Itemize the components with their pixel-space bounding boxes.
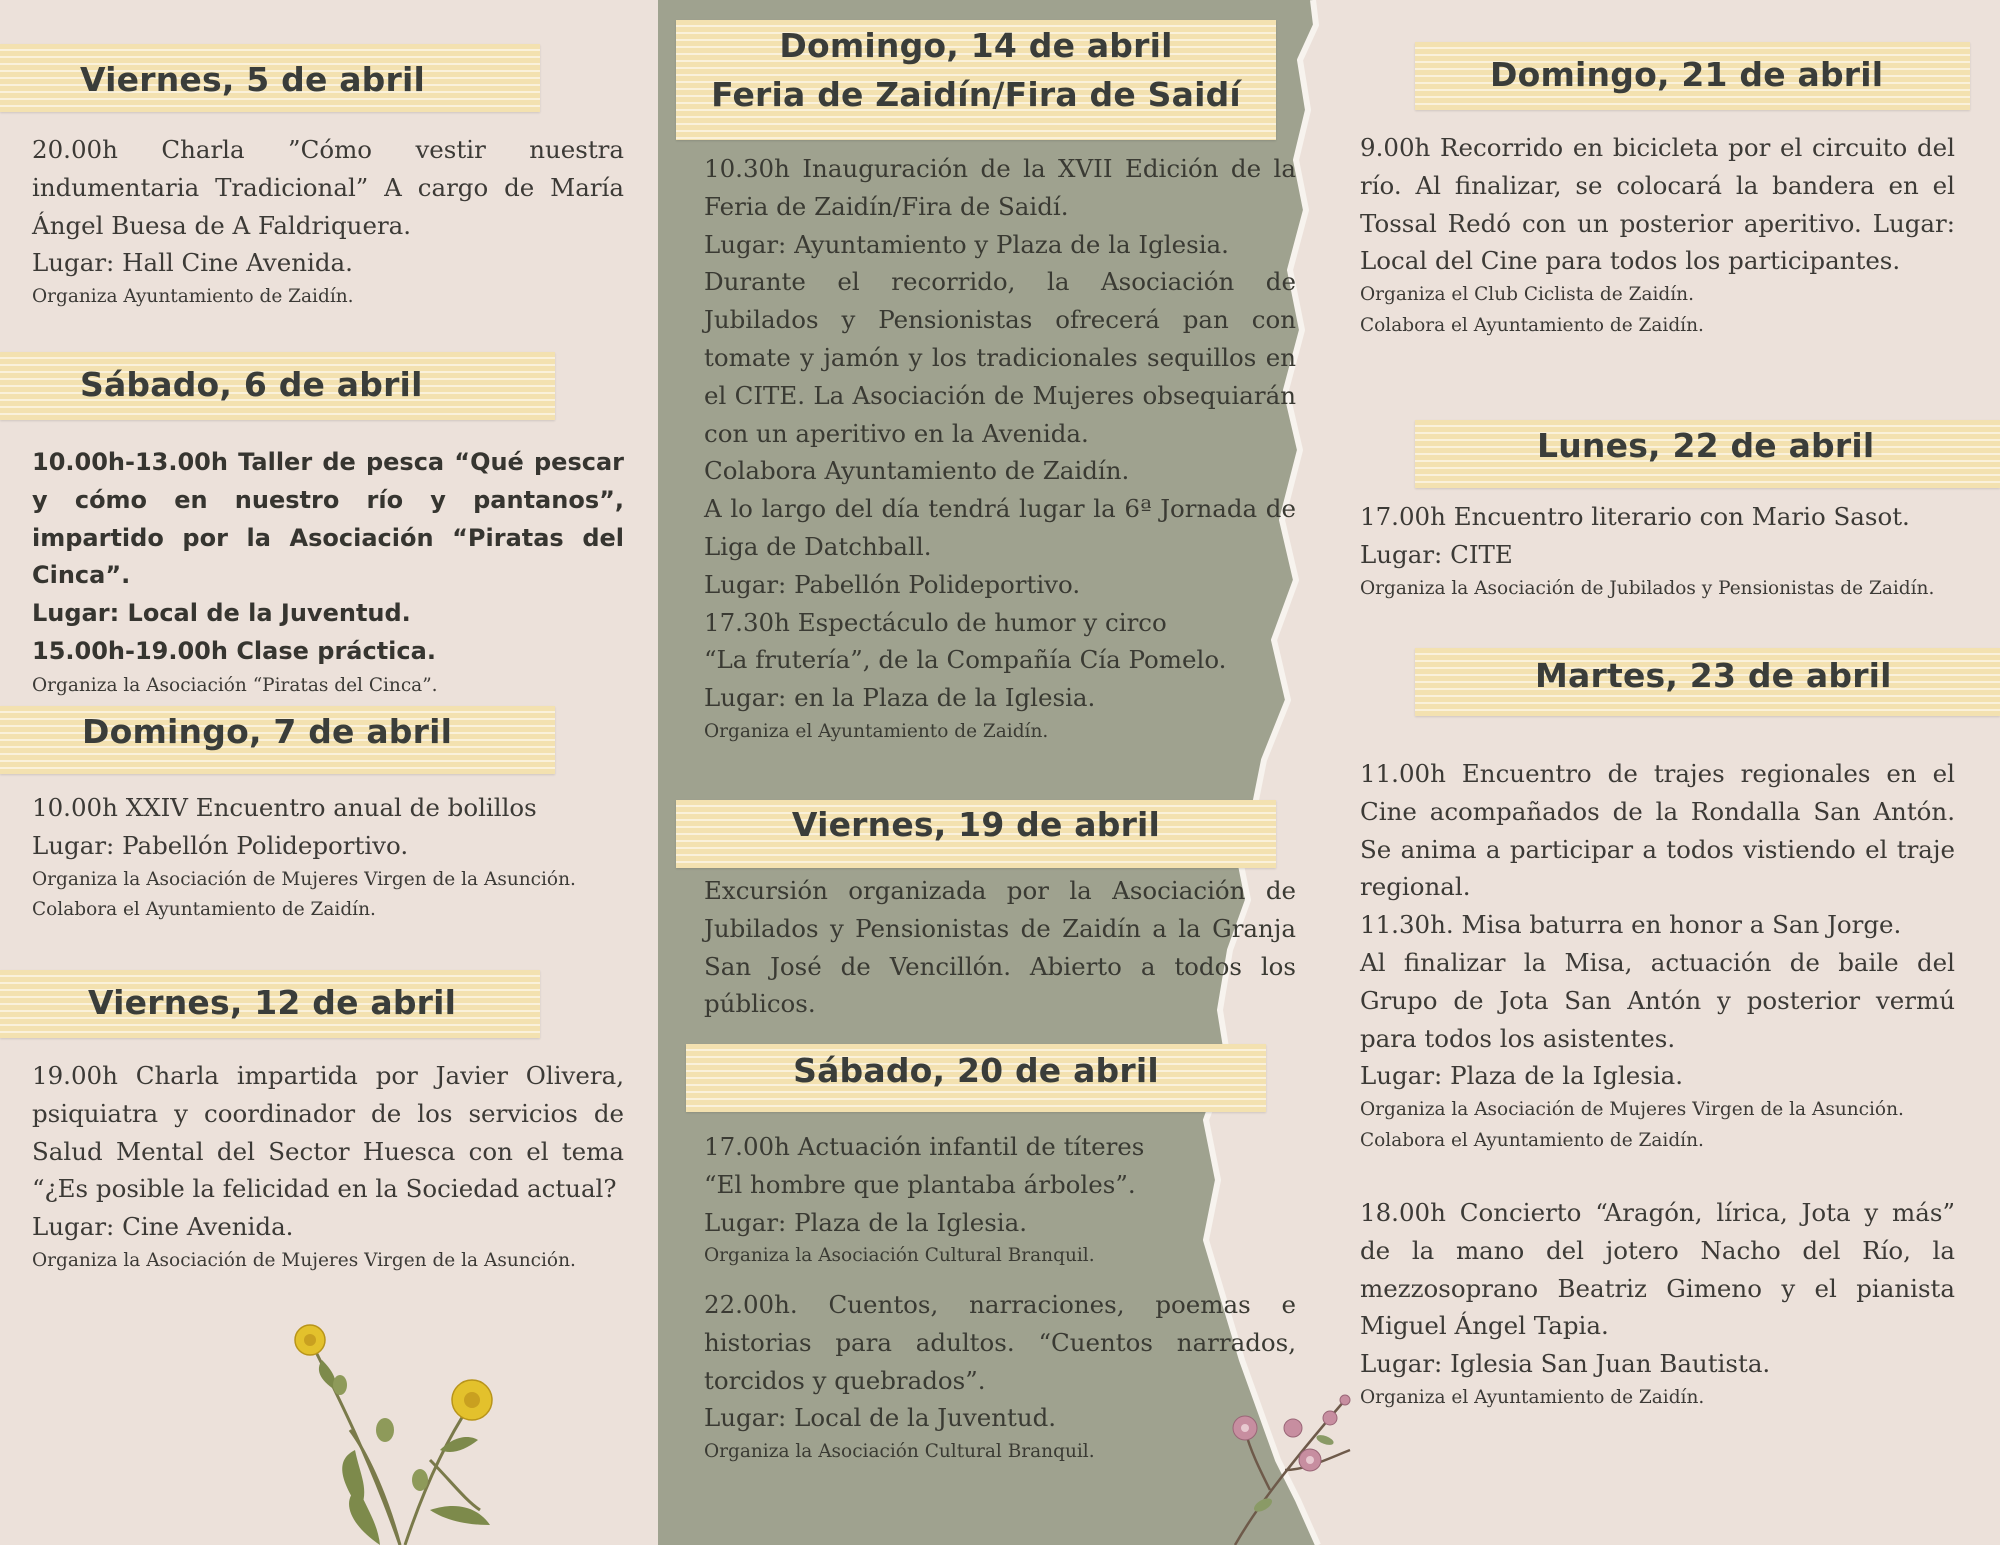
- event-collaborator: Colabora el Ayuntamiento de Zaidín.: [1360, 1129, 1704, 1151]
- event-collaborator: Colabora Ayuntamiento de Zaidín.: [704, 456, 1130, 486]
- event-heading: Sábado, 6 de abril: [80, 365, 423, 404]
- event-location: Lugar: Local de la Juventud.: [32, 599, 411, 628]
- event-text: 15.00h-19.00h Clase práctica.: [32, 636, 436, 665]
- pink-blossom-illustration: [1215, 1370, 1365, 1545]
- event-subheading: Feria de Zaidín/Fira de Saidí: [711, 75, 1241, 114]
- event-organizer: Organiza la Asociación Cultural Branquil.: [704, 1245, 1095, 1267]
- event-heading: Sábado, 20 de abril: [793, 1051, 1159, 1090]
- event-heading: Lunes, 22 de abril: [1537, 426, 1875, 465]
- event-location: Lugar: Plaza de la Iglesia.: [1360, 1061, 1684, 1091]
- event-description-2: [1360, 1194, 1955, 1413]
- event-location: Lugar: Hall Cine Avenida.: [32, 248, 353, 278]
- column-middle: [658, 0, 1308, 1545]
- event-text: “La frutería”, de la Compañía Cía Pomelo.: [704, 645, 1227, 675]
- event-text: 11.30h. Misa baturra en honor a San Jorge.: [1360, 910, 1902, 940]
- event-description: [32, 1057, 624, 1276]
- event-collaborator: Colabora el Ayuntamiento de Zaidín.: [32, 899, 376, 921]
- event-heading: Domingo, 21 de abril: [1490, 55, 1884, 94]
- event-text: 9.00h Recorrido en bicicleta por el circuito del río. Al finalizar, se colocará la bandera en el Tossal Redó con un posterior aperitivo. Lugar: Local del Cine para todos los participantes.: [1360, 133, 1955, 276]
- column-right: [1345, 0, 2000, 1545]
- event-description: [1360, 755, 1955, 1156]
- event-text: 10.00h XXIV Encuentro anual de bolillos: [32, 793, 537, 822]
- event-text: “El hombre que plantaba árboles”.: [704, 1169, 1136, 1199]
- event-text: Durante el recorrido, la Asociación de Jubilados y Pensionistas ofrecerá pan con tomate y jamón y los tradicionales sequillos en el CITE. La Asociación de Mujeres obsequiarán con un aperitivo en la Avenida.: [704, 267, 1296, 448]
- event-description: [1360, 498, 1980, 604]
- event-organizer: Organiza el Ayuntamiento de Zaidín.: [1360, 1386, 1705, 1408]
- event-text: A lo largo del día tendrá lugar la 6ª Jornada de Liga de Datchball.: [704, 494, 1296, 561]
- event-location: Lugar: Pabellón Polideportivo.: [32, 830, 409, 860]
- event-text: 18.00h Concierto “Aragón, lírica, Jota y más” de la mano del jotero Nacho del Río, la mezzosoprano Beatriz Gimeno y el pianista Miguel Ángel Tapia.: [1360, 1198, 1955, 1341]
- event-text: 11.00h Encuentro de trajes regionales en el Cine acompañados de la Rondalla San Antón. Se anima a participar a todos vistiendo el traje regional.: [1360, 759, 1955, 902]
- event-organizer: Organiza la Asociación de Mujeres Virgen de la Asunción.: [32, 1249, 576, 1271]
- event-text: 17.00h Actuación infantil de títeres: [704, 1132, 1145, 1161]
- event-organizer: Organiza la Asociación de Mujeres Virgen de la Asunción.: [32, 868, 576, 890]
- event-description: [704, 1128, 1296, 1272]
- event-description: [32, 131, 624, 313]
- event-description-2: [704, 1286, 1296, 1468]
- event-location: Lugar: Pabellón Polideportivo.: [704, 569, 1081, 599]
- event-location: Lugar: Local de la Juventud.: [704, 1403, 1057, 1433]
- event-heading: Viernes, 5 de abril: [80, 60, 425, 99]
- event-text: 22.00h. Cuentos, narraciones, poemas e historias para adultos. “Cuentos narrados, torcidos y quebrados”.: [704, 1290, 1296, 1395]
- event-location: Lugar: Cine Avenida.: [32, 1212, 294, 1242]
- event-description: [32, 444, 624, 701]
- event-organizer: Organiza el Club Ciclista de Zaidín.: [1360, 284, 1694, 306]
- event-organizer: Organiza Ayuntamiento de Zaidín.: [32, 286, 354, 308]
- event-text: 17.00h Encuentro literario con Mario Sasot.: [1360, 502, 1910, 531]
- event-text: 19.00h Charla impartida por Javier Olivera, psiquiatra y coordinador de los servicios de Salud Mental del Sector Huesca con el tema “¿Es posible la felicidad en la Sociedad actual?: [32, 1061, 624, 1204]
- event-location: Lugar: Ayuntamiento y Plaza de la Iglesia.: [704, 229, 1229, 259]
- event-text: 17.30h Espectáculo de humor y circo: [704, 607, 1167, 637]
- event-location: Lugar: CITE: [1360, 539, 1513, 569]
- event-description: [32, 789, 642, 926]
- event-location: Lugar: Plaza de la Iglesia.: [704, 1207, 1028, 1237]
- wildflower-illustration: [280, 1310, 520, 1545]
- column-left: [0, 0, 655, 1545]
- event-organizer: Organiza la Asociación de Mujeres Virgen de la Asunción.: [1360, 1099, 1904, 1121]
- event-text: 10.30h Inauguración de la XVII Edición de la Feria de Zaidín/Fira de Saidí.: [704, 154, 1296, 221]
- event-heading: Martes, 23 de abril: [1535, 656, 1892, 695]
- event-organizer: Organiza la Asociación de Jubilados y Pensionistas de Zaidín.: [1360, 577, 1935, 599]
- event-description: [704, 872, 1296, 1023]
- event-heading: Viernes, 12 de abril: [88, 983, 457, 1022]
- event-text: Excursión organizada por la Asociación de Jubilados y Pensionistas de Zaidín a la Granja San José de Vencillón. Abierto a todos los públicos.: [704, 876, 1296, 1019]
- event-organizer: Organiza la Asociación Cultural Branquil.: [704, 1441, 1095, 1463]
- event-organizer: Organiza la Asociación “Piratas del Cinca”.: [32, 674, 438, 696]
- event-heading: Domingo, 7 de abril: [82, 712, 453, 751]
- event-location: Lugar: Iglesia San Juan Bautista.: [1360, 1349, 1771, 1379]
- event-organizer: Organiza el Ayuntamiento de Zaidín.: [704, 720, 1049, 742]
- event-description: [1360, 129, 1955, 341]
- event-description: [704, 150, 1296, 747]
- event-text: 20.00h Charla ”Cómo vestir nuestra indumentaria Tradicional” A cargo de María Ángel Buesa de A Faldriquera.: [32, 135, 624, 240]
- event-heading: Viernes, 19 de abril: [791, 805, 1161, 844]
- event-heading: Domingo, 14 de abril: [779, 26, 1173, 65]
- event-text: Al finalizar la Misa, actuación de baile del Grupo de Jota San Antón y posterior vermú para todos los asistentes.: [1360, 947, 1955, 1053]
- event-location: Lugar: en la Plaza de la Iglesia.: [704, 683, 1096, 713]
- event-collaborator: Colabora el Ayuntamiento de Zaidín.: [1360, 314, 1704, 336]
- event-text: 10.00h-13.00h Taller de pesca “Qué pescar y cómo en nuestro río y pantanos”, impartido por la Asociación “Piratas del Cinca”.: [32, 448, 624, 590]
